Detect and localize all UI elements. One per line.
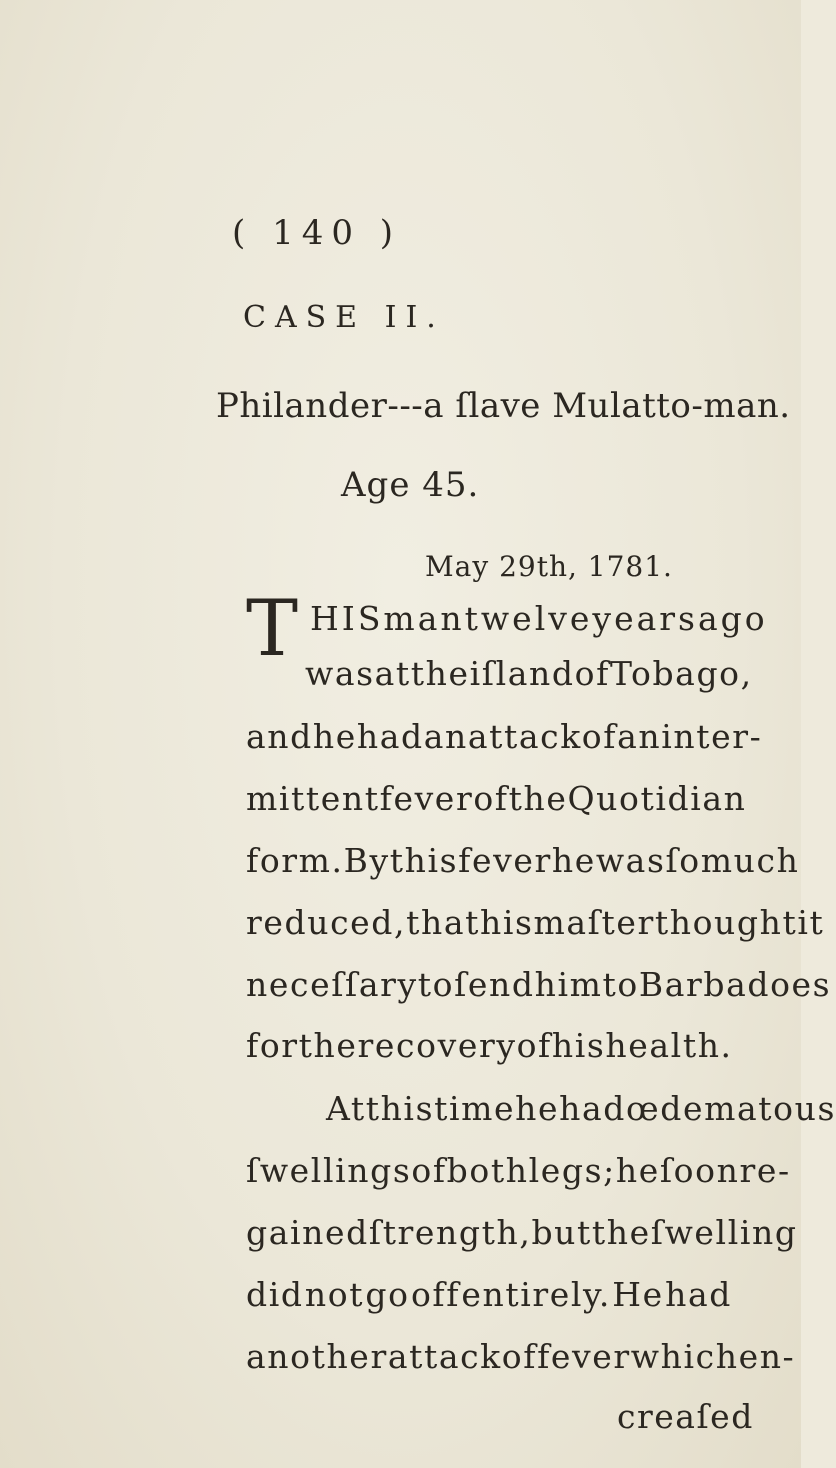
word: ſend	[454, 965, 535, 1004]
drop-cap: T	[246, 584, 299, 674]
word: at	[374, 654, 411, 693]
word: had	[559, 1089, 627, 1128]
word: years	[592, 599, 698, 638]
page-number: ( 140 )	[232, 213, 402, 253]
word: he	[515, 1089, 560, 1128]
body-line	[246, 1213, 798, 1252]
word: attack	[387, 1337, 502, 1376]
word: of	[473, 779, 509, 818]
word: neceſſary	[246, 965, 418, 1004]
word: of	[581, 717, 618, 756]
word: man	[383, 599, 465, 638]
word: but	[531, 1213, 592, 1252]
word: fever	[458, 841, 552, 880]
word: it	[797, 903, 825, 942]
body-line	[246, 841, 800, 880]
word: ſwelling	[650, 1213, 798, 1252]
word: iſland	[469, 654, 575, 693]
body-line	[246, 1151, 791, 1190]
word: was	[305, 654, 375, 693]
body-line	[246, 903, 825, 942]
word: another	[246, 1337, 388, 1376]
word: he	[312, 717, 357, 756]
word: he	[615, 1151, 660, 1190]
word: health.	[605, 1026, 733, 1065]
word: did	[246, 1275, 304, 1314]
word: the	[508, 779, 568, 818]
body-line	[246, 1337, 796, 1376]
body-line	[305, 654, 753, 693]
word: thought	[654, 903, 798, 942]
word: œdematous	[626, 1089, 836, 1128]
patient-age: Age 45.	[341, 465, 480, 505]
body-line	[326, 1089, 836, 1128]
word: legs;	[528, 1151, 616, 1190]
case-subject: Philander---a ſlave Mulatto-man.	[216, 386, 791, 426]
word: re-	[739, 1151, 791, 1190]
word: to	[417, 965, 455, 1004]
word: an	[423, 717, 468, 756]
word: he	[551, 841, 596, 880]
word: his	[479, 903, 534, 942]
word: twelve	[464, 599, 593, 638]
word: inter-	[661, 717, 763, 756]
word: was	[595, 841, 666, 880]
case-heading: CASE II.	[243, 300, 445, 335]
body-line	[246, 965, 832, 1004]
word: not	[304, 1275, 365, 1314]
word: Tobago,	[609, 654, 753, 693]
word: of	[574, 654, 610, 693]
word: to	[602, 965, 639, 1004]
word: ago	[697, 599, 768, 638]
word: maſter	[533, 903, 655, 942]
word: had	[665, 1275, 732, 1314]
word: much	[700, 841, 800, 880]
word: fever	[537, 1337, 631, 1376]
word: of	[516, 1026, 552, 1065]
word: form.	[246, 841, 344, 880]
word: ſwellings	[246, 1151, 412, 1190]
word: which	[630, 1337, 739, 1376]
word: Barbadoes	[638, 965, 832, 1004]
word: recovery	[357, 1026, 517, 1065]
word: this	[365, 1089, 435, 1128]
word: his	[551, 1026, 606, 1065]
word: and	[246, 717, 313, 756]
word: off	[410, 1275, 461, 1314]
word: time	[434, 1089, 516, 1128]
word: ſoon	[659, 1151, 740, 1190]
word: By	[343, 841, 390, 880]
word: of	[501, 1337, 538, 1376]
word: the	[591, 1213, 651, 1252]
word: ſo	[665, 841, 701, 880]
body-line	[246, 717, 763, 756]
word: the	[298, 1026, 358, 1065]
word: this	[389, 841, 459, 880]
word: for	[246, 1026, 299, 1065]
word: an	[617, 717, 662, 756]
word: HIS	[310, 599, 384, 638]
word: attack	[467, 717, 582, 756]
word: reduced,	[246, 903, 407, 942]
word: mittent	[246, 779, 380, 818]
word: en-	[738, 1337, 796, 1376]
word: entirely.	[461, 1275, 611, 1314]
word: fever	[379, 779, 474, 818]
word: that	[406, 903, 480, 942]
body-line	[246, 1026, 733, 1065]
word: him	[534, 965, 603, 1004]
catchword: creaſed	[617, 1397, 754, 1436]
word: Quotidian	[567, 779, 747, 818]
word: At	[326, 1089, 366, 1128]
word: He	[612, 1275, 664, 1314]
word: ſtrength,	[368, 1213, 532, 1252]
case-date: May 29th, 1781.	[425, 550, 673, 583]
word: of	[411, 1151, 447, 1190]
body-line	[246, 1275, 732, 1314]
body-line	[246, 779, 747, 818]
word: the	[410, 654, 470, 693]
body-line	[310, 599, 768, 638]
word: had	[356, 717, 424, 756]
word: both	[446, 1151, 529, 1190]
word: gained	[246, 1213, 369, 1252]
word: go	[365, 1275, 410, 1314]
